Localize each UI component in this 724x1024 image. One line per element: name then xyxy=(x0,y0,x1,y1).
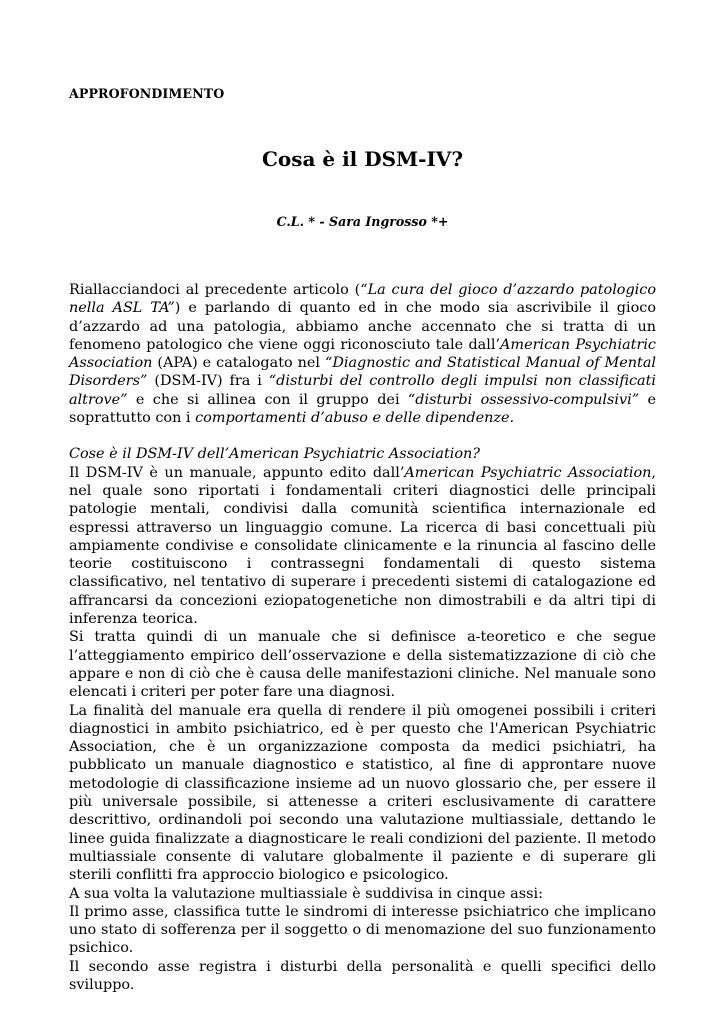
paragraph-2: Si tratta quindi di un manuale che si definisce a-teoretico e che segue l’atteggiamento empirico dell’osservazione e della sistematizzazione di ciò che appare e non di ciò che è causa delle manifestazioni cliniche. Nel manuale sono elencati i criteri per poter fare una diagnosi. xyxy=(69,629,656,701)
article-authors: C.L. * - Sara Ingrosso *+ xyxy=(276,214,449,229)
section-label: APPROFONDIMENTO xyxy=(69,86,225,101)
paragraph-3: La finalità del manuale era quella di rendere il più omogenei possibili i criteri diagnostici in ambito psichiatrico, ed è per questo che l'American Psychiatric Association, che è un organizzazione composta da medici psichiatri, ha pubblicato un manuale diagnostico e statistico, al fine di approntare nuove metodologie di classificazione insieme ad un nuovo glossario che, per essere il più universale possibile, si attenesse a criteri esclusivamente di carattere descrittivo, ordinandoli poi secondo una valutazione multiassiale, dettando le linee guida finalizzate a diagnosticare le reali condizioni del paziente. Il metodo multiassiale consente di valutare globalmente il paziente e di superare gli sterili conflitti fra approccio biologico e psicologico. xyxy=(69,702,656,884)
paragraph-4: A sua volta la valutazione multiassiale è suddivisa in cinque assi: xyxy=(69,885,543,902)
paragraph-gap xyxy=(69,427,656,445)
intro-paragraph: Riallacciandoci al precedente articolo (“La cura del gioco d’azzardo patologico nella ASL TA”) e parlando di quanto ed in che modo sia ascrivibile il gioco d’azzardo ad una patologia, abbiamo anche accennato che si tratta di un fenomeno patologico che viene oggi riconosciuto tale dall’American Psychiatric Association (APA) e catalogato nel “Diagnostic and Statistical Manual of Mental Disorders” (DSM-IV) fra i “disturbi del controllo degli impulsi non classificati altrove” e che si allinea con il gruppo dei “disturbi ossessivo-compulsivi” e soprattutto con i comportamenti d’abuso e delle dipendenze. xyxy=(69,282,657,427)
paragraph-6: Il secondo asse registra i disturbi della personalità e quelli specifici dello sviluppo. xyxy=(69,958,656,993)
paragraph-1: Il DSM-IV è un manuale, appunto edito dall’American Psychiatric Association, nel quale sono riportati i fondamentali criteri diagnostici delle principali patologie mentali, condivisi dalla comunità scientifica internazionale ed espressi attraverso un linguaggio comune. La ricerca di basi concettuali più ampiamente condivise e consolidate clinicamente e la rinuncia al fascino delle teorie costituiscono i contrassegni fondamentali di questo sistema classificativo, nel tentativo di superare i precedenti sistemi di catalogazione ed affrancarsi da concezioni eziopatogenetiche non dimostrabili e da altri tipi di inferenza teorica. xyxy=(69,464,656,628)
paragraph-5: Il primo asse, classifica tutte le sindromi di interesse psichiatrico che implicano uno stato di sofferenza per il soggetto o di menomazione del suo funzionamento psichico. xyxy=(69,903,656,957)
question-heading: Cose è il DSM-IV dell’American Psychiatric Association? xyxy=(69,446,481,463)
article-title: Cosa è il DSM-IV? xyxy=(261,147,464,171)
article-body xyxy=(69,281,656,994)
